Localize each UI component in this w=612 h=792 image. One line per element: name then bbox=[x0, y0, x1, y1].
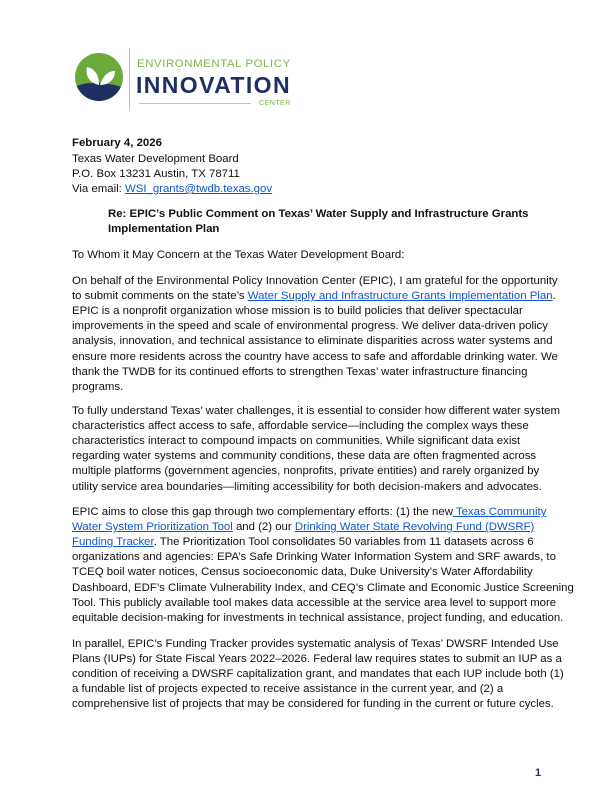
paragraph-line bbox=[72, 637, 559, 652]
leaf-water-icon bbox=[75, 53, 123, 101]
re-line-2: Implementation Plan bbox=[108, 223, 220, 235]
page-number: 1 bbox=[535, 767, 542, 779]
text-segment: and (2) our bbox=[232, 521, 295, 534]
paragraph-line bbox=[72, 520, 534, 535]
text-segment: equitable decision-making for investments in technical assistance, project funding, and education. bbox=[72, 611, 564, 624]
logo-line2: INNOVATION bbox=[136, 72, 291, 98]
text-segment: to submit comments on the state’s bbox=[72, 290, 248, 303]
paragraph-line bbox=[72, 304, 523, 319]
text-segment: . The Prioritization Tool consolidates 50 variables from 11 datasets across 6 bbox=[153, 536, 534, 549]
paragraph-line bbox=[72, 434, 520, 449]
hyperlink[interactable]: Water Supply and Infrastructure Grants Implementation Plan bbox=[247, 290, 553, 303]
text-segment: On behalf of the Environmental Policy Innovation Center (EPIC), I am grateful for the opportunity bbox=[72, 275, 558, 287]
logo-line1: ENVIRONMENTAL POLICY bbox=[137, 58, 291, 70]
hyperlink[interactable]: Funding Tracker bbox=[72, 536, 154, 549]
text-segment: EPIC aims to close this gap through two complementary efforts: (1) the new bbox=[72, 506, 453, 518]
paragraph-line bbox=[72, 565, 533, 580]
text-segment: EPIC is a nonprofit organization whose mission is to build policies that deliver spectacular bbox=[72, 305, 523, 318]
via-label: Via email: bbox=[72, 183, 125, 195]
paragraph-line bbox=[72, 334, 553, 349]
text-segment: TCEQ boil water notices, Census socioeconomic data, Duke University’s Water Affordability bbox=[72, 566, 533, 579]
text-segment: In parallel, EPIC’s Funding Tracker provides systematic analysis of Texas’ DWSRF Intended Use bbox=[72, 638, 559, 650]
hyperlink[interactable]: Water System Prioritization Tool bbox=[72, 521, 233, 534]
paragraph-line bbox=[72, 611, 563, 626]
paragraph-line bbox=[72, 274, 558, 289]
paragraph-line bbox=[72, 581, 574, 596]
email-link[interactable]: WSI_grants@twdb.texas.gov bbox=[124, 183, 273, 195]
address: P.O. Box 13231 Austin, TX 78711 bbox=[72, 168, 240, 180]
text-segment: comprehensive list of projects that may be considered for funding in the current or future cycles. bbox=[72, 698, 554, 711]
text-segment: Dashboard, EDF’s Climate Vulnerability Index, and CEQ’s Climate and Economic Justice Screening bbox=[72, 581, 574, 594]
paragraph-line bbox=[72, 682, 503, 697]
letter-date: February 4, 2026 bbox=[72, 137, 162, 149]
text-segment: programs. bbox=[72, 380, 124, 393]
paragraph-line bbox=[72, 535, 534, 550]
paragraph-line bbox=[72, 697, 554, 712]
paragraph-line bbox=[72, 380, 123, 395]
hyperlink[interactable]: Texas Community bbox=[452, 506, 547, 518]
paragraph-line bbox=[72, 289, 556, 304]
text-segment: characteristics affect access to safe, affordable service—including the complex ways these bbox=[72, 420, 529, 433]
text-segment: multiple platforms (government agencies, nonprofits, private entities) and rarely organized by bbox=[72, 465, 540, 478]
salutation: To Whom it May Concern at the Texas Water Development Board: bbox=[72, 249, 405, 261]
paragraph-line bbox=[72, 550, 556, 565]
text-segment: organizations and agencies: EPA’s Safe Drinking Water Information System and SRF awards, to bbox=[72, 551, 556, 564]
text-segment: analysis, innovation, and technical assistance to eliminate disparities across water systems and bbox=[72, 335, 553, 348]
recipient: Texas Water Development Board bbox=[72, 153, 239, 165]
text-segment: To fully understand Texas’ water challenges, it is essential to consider how different water system bbox=[72, 405, 560, 417]
paragraph-line bbox=[72, 419, 529, 434]
text-segment: improvements in the speed and scale of environmental progress. We deliver data-driven policy bbox=[72, 320, 548, 333]
text-segment: ensure more residents across the country have access to safe and affordable drinking water. We bbox=[72, 350, 558, 363]
text-segment: Plans (IUPs) for State Fiscal Years 2022–2026. Federal law requires states to submit an IUP as a bbox=[72, 653, 562, 666]
paragraph-line bbox=[72, 365, 527, 380]
text-segment: Tool. This publicly available tool makes data accessible at the service area level to support more bbox=[72, 596, 557, 609]
paragraph-line bbox=[72, 350, 558, 365]
paragraph-line bbox=[72, 596, 556, 611]
paragraph-line bbox=[72, 505, 546, 520]
paragraph-line bbox=[72, 404, 560, 419]
text-segment: condition of receiving a DWSRF capitalization grant, and mandates that each IUP include both (1) bbox=[72, 668, 564, 681]
paragraph-line bbox=[72, 464, 539, 479]
text-segment: utility service area boundaries—limiting accessibility for both decision-makers and advocates. bbox=[72, 480, 542, 493]
paragraph-line bbox=[72, 480, 542, 495]
paragraph-line bbox=[72, 319, 548, 334]
paragraph-line bbox=[72, 667, 564, 682]
text-segment: a fundable list of projects expected to receive assistance in the current year, and (2) a bbox=[72, 683, 504, 696]
text-segment: regarding water systems and community conditions, these data are often fragmented across bbox=[72, 450, 537, 463]
logo-line3: CENTER bbox=[259, 100, 291, 107]
paragraph-line bbox=[72, 449, 536, 464]
paragraph-line bbox=[72, 652, 562, 667]
text-segment: . bbox=[552, 290, 556, 303]
re-line-1: Re: EPIC’s Public Comment on Texas’ Water Supply and Infrastructure Grants bbox=[108, 208, 529, 220]
text-segment: characteristics interact to compound impacts on communities. While significant data exist bbox=[72, 435, 521, 448]
via-email bbox=[72, 182, 272, 197]
text-segment: thank the TWDB for its continued efforts to strengthen Texas’ water infrastructure financing bbox=[72, 365, 528, 378]
hyperlink[interactable]: Drinking Water State Revolving Fund (DWSRF) bbox=[294, 521, 535, 534]
epic-logo bbox=[75, 46, 365, 116]
